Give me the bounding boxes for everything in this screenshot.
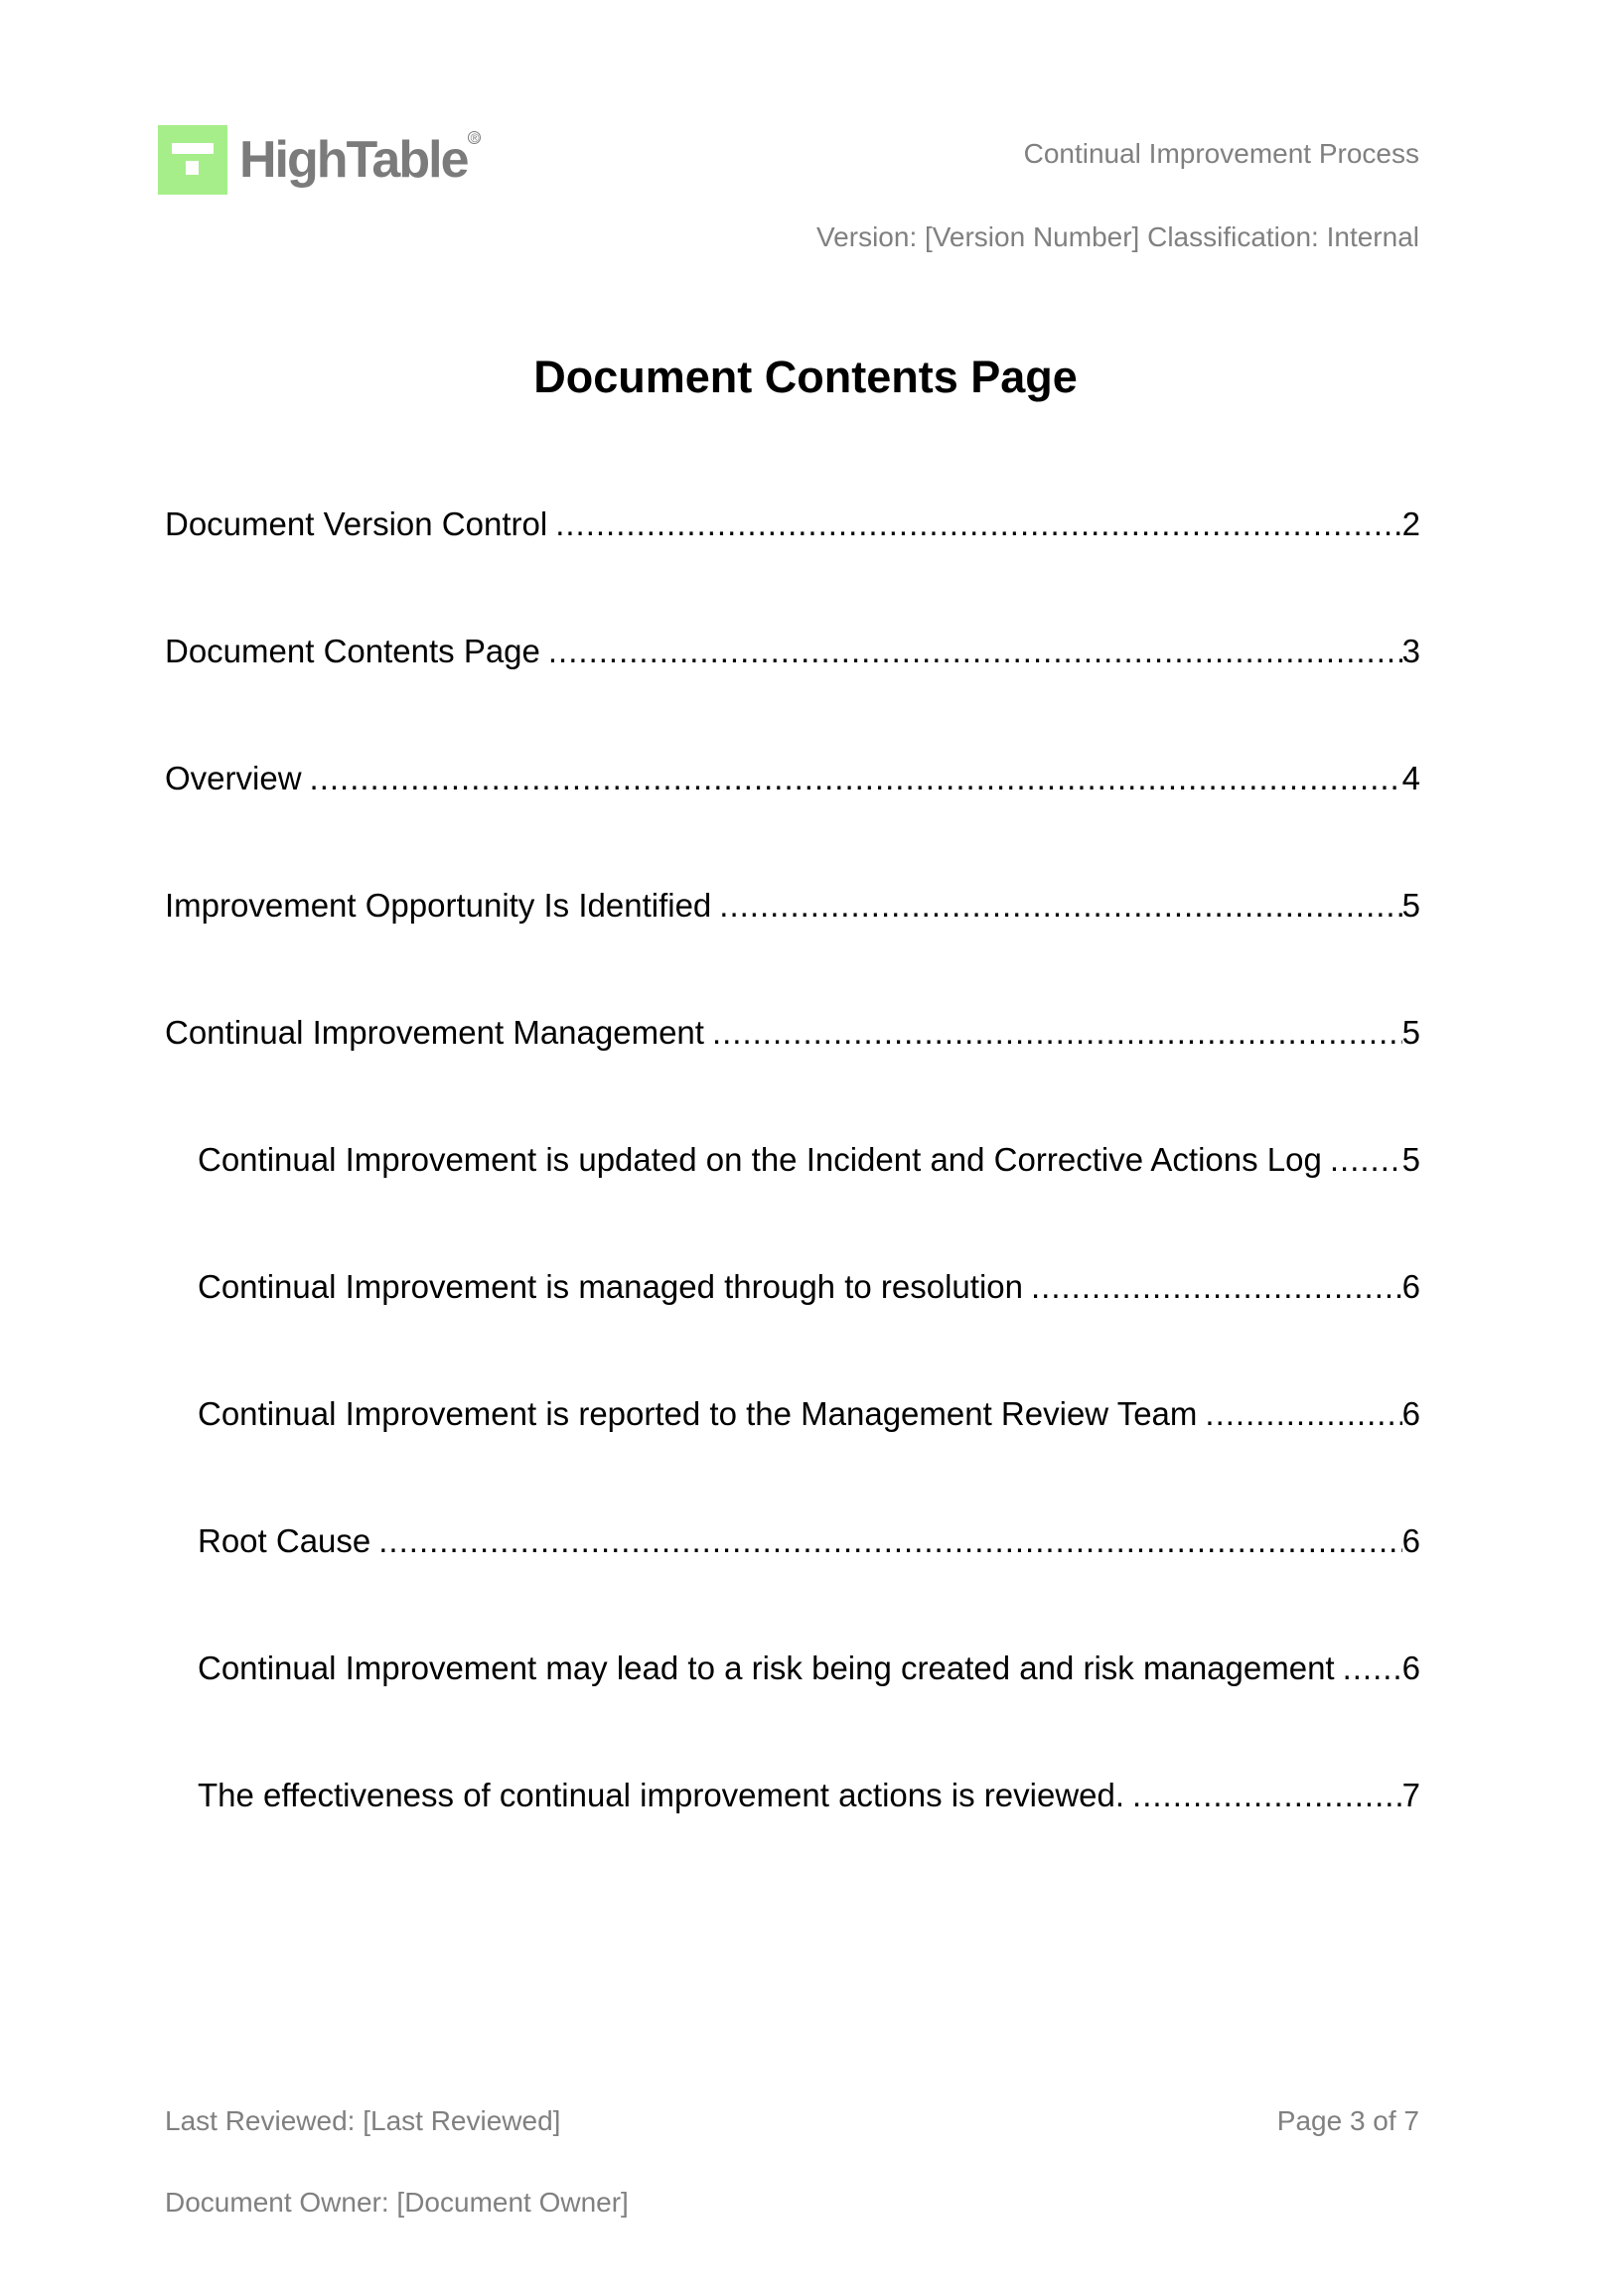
toc-entry-label: The effectiveness of continual improvement actions is reviewed.: [198, 1777, 1125, 1813]
header-document-title: Continual Improvement Process: [1023, 138, 1419, 169]
footer-page-number: Page 3 of 7: [1276, 2105, 1419, 2136]
toc-dot-leader: [378, 1520, 1401, 1562]
toc-entry-label: Continual Improvement is updated on the Incident and Corrective Actions Log: [198, 1141, 1322, 1178]
toc-entry-label: Continual Improvement is managed through to resolution: [198, 1268, 1023, 1305]
toc-entry-document-version-control[interactable]: [165, 503, 1420, 545]
logo-wordmark: [239, 125, 480, 195]
toc-entry-page: 7: [1401, 1777, 1420, 1813]
logo-wordmark-text: HighTable: [239, 131, 468, 189]
toc-dot-leader: [1330, 1139, 1402, 1181]
toc-entry-label: Improvement Opportunity Is Identified: [165, 887, 712, 924]
toc-entry-page: 2: [1401, 505, 1420, 542]
toc-entry-improvement-opportunity[interactable]: [165, 885, 1420, 927]
toc-entry-label: Overview: [165, 760, 302, 796]
toc-entry-document-contents-page[interactable]: [165, 631, 1420, 672]
toc-entry-page: 5: [1401, 1014, 1420, 1051]
toc-entry-label: Continual Improvement Management: [165, 1014, 704, 1051]
toc-entry-label: Document Contents Page: [165, 633, 540, 669]
footer-last-reviewed: Last Reviewed: [Last Reviewed]: [165, 2105, 561, 2136]
toc-entry-page: 6: [1401, 1650, 1420, 1686]
toc-entry-page: 4: [1401, 760, 1420, 796]
toc-entry-effectiveness-reviewed[interactable]: [198, 1775, 1420, 1816]
toc-entry-page: 5: [1401, 887, 1420, 924]
toc-entry-continual-improvement-management[interactable]: [165, 1012, 1420, 1054]
page-title: Document Contents Page: [533, 352, 1078, 402]
toc-entry-label: Continual Improvement may lead to a risk being created and risk management: [198, 1650, 1335, 1686]
toc-dot-leader: [1031, 1266, 1402, 1308]
hightable-logo-icon: [158, 125, 227, 195]
toc-dot-leader: [1132, 1775, 1402, 1816]
toc-entry-label: Document Version Control: [165, 505, 548, 542]
toc-entry-managed-to-resolution[interactable]: [198, 1266, 1420, 1308]
toc-entry-label: Root Cause: [198, 1522, 371, 1559]
toc-entry-updated-on-log[interactable]: [198, 1139, 1420, 1181]
toc-entry-page: 6: [1401, 1522, 1420, 1559]
toc-entry-overview[interactable]: [165, 758, 1420, 799]
toc-dot-leader: [310, 758, 1402, 799]
registered-mark: ®: [468, 131, 481, 144]
toc-dot-leader: [548, 631, 1402, 672]
toc-entry-reported-to-review-team[interactable]: [198, 1393, 1420, 1435]
toc-dot-leader: [1343, 1648, 1402, 1689]
toc-dot-leader: [555, 503, 1401, 545]
hightable-logo: [158, 125, 480, 195]
toc-entry-page: 3: [1401, 633, 1420, 669]
toc-entry-root-cause[interactable]: [198, 1520, 1420, 1562]
header-version-classification: Version: [Version Number] Classification: Internal: [816, 221, 1419, 252]
toc-entry-page: 5: [1401, 1141, 1420, 1178]
toc-entry-page: 6: [1401, 1268, 1420, 1305]
toc-dot-leader: [1205, 1393, 1401, 1435]
toc-entry-risk-management[interactable]: [198, 1648, 1420, 1689]
toc-entry-page: 6: [1401, 1395, 1420, 1432]
toc-dot-leader: [712, 1012, 1402, 1054]
toc-entry-label: Continual Improvement is reported to the Management Review Team: [198, 1395, 1198, 1432]
footer-document-owner: Document Owner: [Document Owner]: [165, 2187, 629, 2218]
toc-dot-leader: [719, 885, 1401, 927]
